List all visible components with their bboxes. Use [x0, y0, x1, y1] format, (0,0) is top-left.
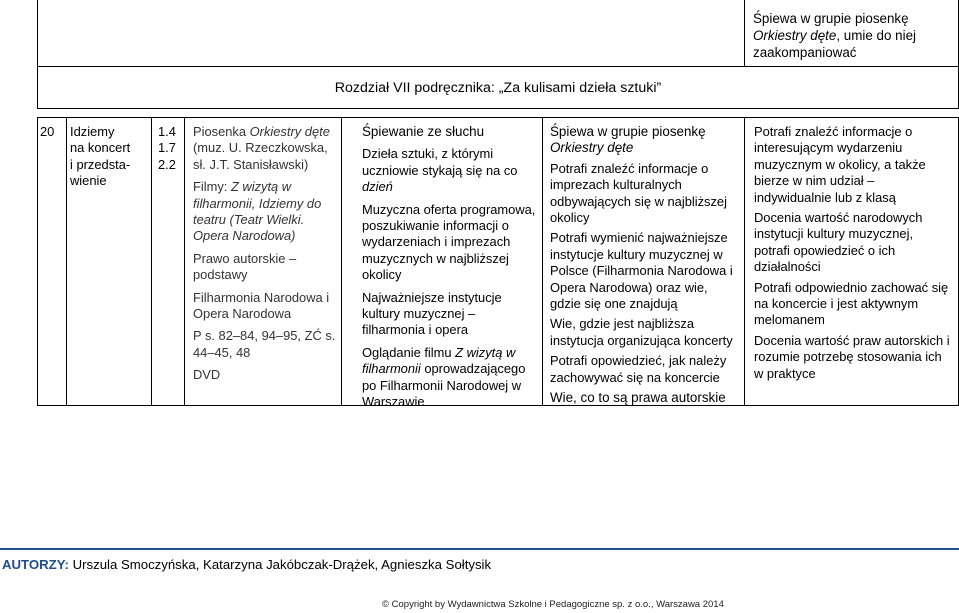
topic-line: i przedsta- [70, 156, 131, 172]
teaching-materials [193, 124, 337, 390]
activity [362, 146, 538, 195]
chapter-title: Rozdział VII podręcznika: „Za kulisami dzieła sztuki” [334, 80, 662, 96]
requirement: Potrafi odpowiednio zachować się na koncercie i jest aktywnym melomanem [754, 279, 949, 328]
copyright-notice: © Copyright by Wydawnictwa Szkolne i Pedagogiczne sp. z o.o., Warszawa 2014 [382, 599, 724, 610]
authors-names: Urszula Smoczyńska, Katarzyna Jakóbczak-Drążek, Agnieszka Sołtysik [68, 557, 492, 572]
cell-text [753, 27, 948, 44]
song-title: Orkiestry dęte [249, 124, 330, 139]
activity: Najważniejsze instytucje kultury muzycznej – filharmonia i opera [362, 289, 502, 338]
topic-line: wienie [70, 173, 107, 189]
authors-label: AUTORZY: [2, 557, 69, 572]
requirement: Docenia wartość narodowych instytucji kultury muzycznej, potrafi opowiedzieć o ich działalności [754, 210, 923, 275]
films-entry [193, 179, 337, 245]
label-text: Piosenka [193, 124, 250, 139]
cell-text: zaakompaniować [753, 45, 857, 60]
film-title: Z wizytą w filharmonii [362, 344, 516, 377]
activity-text: Dzieła sztuki, z którymi uczniowie stykają się na co [362, 146, 518, 178]
code: 1.4 [158, 124, 176, 139]
topic-line: Idziemy [70, 124, 115, 139]
authors-line [2, 557, 491, 572]
dvd-label: DVD [193, 367, 221, 383]
column-divider [542, 117, 543, 406]
activities [362, 124, 538, 417]
code: 2.2 [158, 156, 176, 172]
requirement: Potrafi znaleźć informacje o interesującym wydarzeniu muzycznym w okolicy, a także bierze w nim udział – indywidualnie lub z klasą [754, 124, 926, 205]
cell-text-rest: , umie do niej [836, 28, 917, 43]
activity: Muzyczna oferta programowa, poszukiwanie informacji o wydarzeniach i imprezach muzycznych w najbliższej okolicy [362, 201, 536, 283]
activity: Śpiewanie ze słuchu [362, 124, 485, 139]
film-titles: Z wizytą w filharmonii, Idziemy do teatru (Teatr Wielki. Opera Narodowa) [193, 179, 322, 244]
lesson-topic [70, 124, 148, 190]
topic-line: na koncert [70, 140, 131, 156]
activity [362, 345, 538, 411]
activity-text: oprowadzającego po Filharmonii Narodowej w Warszawie [362, 361, 526, 410]
label-text: Filmy: [193, 179, 231, 195]
column-divider [184, 117, 185, 406]
extended-requirements [754, 124, 952, 386]
basic-requirements [550, 124, 740, 411]
activity-text: Oglądanie filmu [362, 344, 456, 360]
institutions: Filharmonia Narodowa i Opera Narodowa [193, 289, 330, 322]
previous-row-cell [753, 10, 948, 61]
song-title: Orkiestry dęte [753, 28, 837, 43]
activity-italic: dzień [362, 179, 393, 195]
column-divider [341, 117, 342, 406]
song-credits: (muz. U. Rzeczkowska, sł. J.T. Stanisławski) [193, 140, 328, 172]
column-divider [744, 117, 745, 406]
column-divider [151, 117, 152, 406]
requirement: Potrafi opowiedzieć, jak należy zachowywać się na koncercie [550, 353, 727, 385]
requirement: Docenia wartość praw autorskich i rozumie potrzebę stosowania ich w praktyce [754, 332, 950, 381]
copyright-topic: Prawo autorskie – podstawy [193, 250, 297, 283]
requirement: Wie, co to są prawa autorskie [550, 390, 726, 406]
requirement-text: Śpiewa w grupie piosenkę [550, 124, 706, 139]
curriculum-codes [158, 124, 182, 173]
code: 1.7 [158, 140, 176, 156]
requirement: Potrafi znaleźć informacje o imprezach kulturalnych odbywających się w najbliższej okolicy [550, 160, 727, 226]
footer-rule [0, 548, 959, 550]
requirement: Potrafi wymienić najważniejsze instytucje kultury muzycznej w Polsce (Filharmonia Narodowa i Opera Narodowa) oraz wie, gdzie się one znajdują [550, 230, 733, 312]
requirement: Wie, gdzie jest najbliższa instytucja organizująca koncerty [550, 316, 733, 348]
table-divider [744, 0, 745, 67]
page-references: P s. 82–84, 94–95, ZĆ s. 44–45, 48 [193, 328, 336, 360]
requirement [550, 124, 740, 157]
lesson-number: 20 [40, 124, 55, 139]
column-divider [66, 117, 67, 406]
cell-text: Śpiewa w grupie piosenkę [753, 11, 909, 26]
song-title: Orkiestry dęte [550, 140, 634, 156]
song-entry [193, 124, 337, 173]
